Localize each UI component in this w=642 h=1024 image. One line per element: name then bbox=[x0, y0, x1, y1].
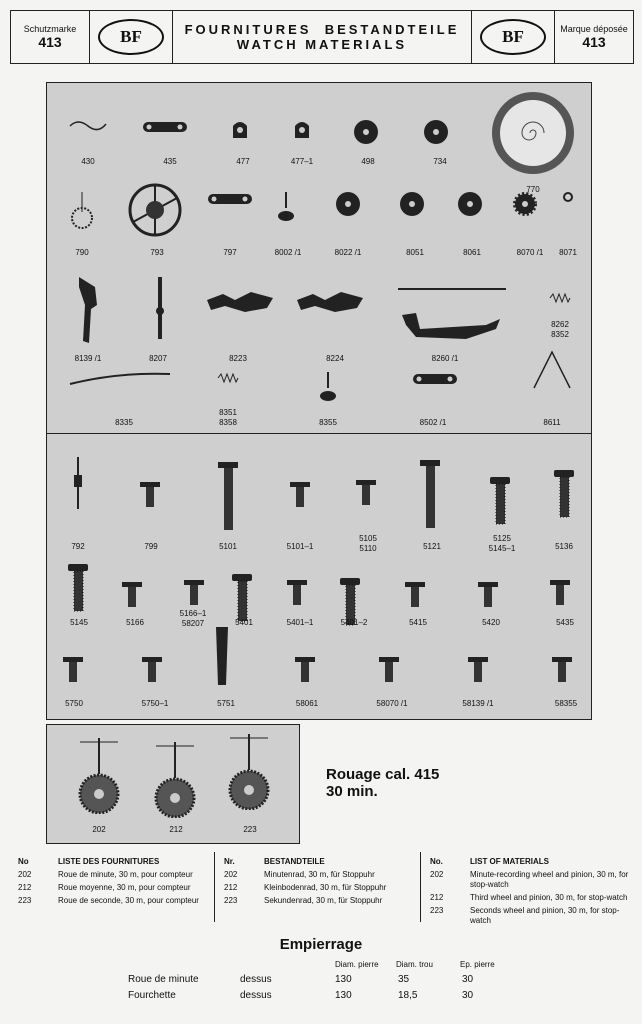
catalog-number-left: 413 bbox=[38, 34, 62, 50]
disk-part-icon bbox=[422, 118, 450, 151]
part-number-label: 5420 bbox=[482, 618, 500, 627]
table-english bbox=[430, 854, 630, 926]
disk-part-icon bbox=[398, 190, 426, 223]
row-text: Kleinbodenrad, 30 m, für Stoppuhr bbox=[264, 883, 387, 892]
plate-part-icon bbox=[295, 290, 365, 319]
part-number-label: 223 bbox=[243, 825, 257, 834]
row-number: 223 bbox=[430, 906, 444, 915]
row-number: 202 bbox=[430, 870, 444, 879]
tweezers-part-icon bbox=[530, 350, 574, 395]
short-part-icon bbox=[292, 655, 318, 690]
part-number-label: 8070 /1 bbox=[516, 248, 544, 257]
bridge-part-icon bbox=[229, 118, 251, 145]
part-number-label: 5751 bbox=[217, 699, 235, 708]
row-text: Seconds wheel and pinion, 30 m, for stop-watch bbox=[470, 906, 620, 925]
part-number-label: 435 bbox=[163, 157, 177, 166]
pin-part-icon bbox=[316, 370, 340, 409]
bigwheel-part-icon bbox=[127, 182, 183, 243]
rouage-caption bbox=[326, 766, 439, 800]
table-row bbox=[18, 870, 208, 880]
table-header bbox=[430, 857, 630, 867]
disk-part-icon bbox=[352, 118, 380, 151]
part-number-label: 797 bbox=[223, 248, 237, 257]
spring2-part-icon bbox=[217, 370, 239, 388]
part-number-label: 799 bbox=[144, 542, 158, 551]
screw-part-icon bbox=[551, 468, 577, 525]
trademark-label-right: Marque déposée bbox=[560, 24, 628, 34]
part-number-label: 5136 bbox=[555, 542, 573, 551]
part-number-label: 212 bbox=[169, 825, 183, 834]
part-number-label: 8262 8352 bbox=[551, 320, 569, 339]
part-number-label: 8022 /1 bbox=[334, 248, 362, 257]
short-part-icon bbox=[139, 655, 165, 690]
part-number-label: 58139 /1 bbox=[462, 699, 494, 708]
part-number-label: 5105 5110 bbox=[359, 534, 377, 553]
part-number-label: 5401 bbox=[235, 618, 253, 627]
part-number-label: 5166 bbox=[126, 618, 144, 627]
gearwheel-part-icon bbox=[152, 740, 198, 823]
part-number-label: 8207 bbox=[149, 354, 167, 363]
row-text: Third wheel and pinion, 30 m, for stop-watch bbox=[470, 893, 628, 902]
short-part-icon bbox=[549, 655, 575, 690]
ring-part-icon bbox=[562, 190, 574, 208]
part-number-label: 734 bbox=[433, 157, 447, 166]
part-number-label: 5101 bbox=[219, 542, 237, 551]
disk-part-icon bbox=[334, 190, 362, 223]
lever-part-icon bbox=[410, 370, 460, 393]
empierrage-cell-v1: 130 bbox=[335, 974, 352, 985]
bf-logo-right: BF bbox=[480, 19, 546, 55]
col-title: LIST OF MATERIALS bbox=[470, 857, 549, 866]
empierrage-cell-pos: dessus bbox=[240, 974, 272, 985]
table-row bbox=[224, 896, 414, 906]
row-text: Minutenrad, 30 m, für Stoppuhr bbox=[264, 870, 375, 879]
col-title: BESTANDTEILE bbox=[264, 857, 325, 866]
part-number-label: 5401–1 bbox=[286, 618, 314, 627]
part-number-label: 770 bbox=[526, 185, 540, 194]
short-part-icon bbox=[465, 655, 491, 690]
gear-part-icon bbox=[511, 190, 539, 223]
long-part-icon bbox=[417, 458, 443, 537]
part-number-label: 8139 /1 bbox=[74, 354, 102, 363]
lever-part-icon bbox=[140, 118, 190, 141]
catalog-header bbox=[10, 10, 634, 64]
header-title bbox=[173, 11, 472, 63]
empierrage-cell-v3: 30 bbox=[462, 974, 474, 985]
table-german bbox=[224, 854, 414, 906]
part-number-label: 8224 bbox=[326, 354, 344, 363]
table-row bbox=[224, 883, 414, 893]
short-part-icon bbox=[353, 478, 379, 513]
row-number: 212 bbox=[18, 883, 32, 892]
part-number-label: 430 bbox=[81, 157, 95, 166]
short-part-icon bbox=[402, 580, 428, 615]
tube-part-icon bbox=[212, 625, 232, 692]
bridge-part-icon bbox=[291, 118, 313, 145]
logo-cell-left bbox=[90, 11, 173, 63]
wire-part-icon bbox=[68, 370, 172, 393]
table-row bbox=[430, 906, 630, 926]
table-header bbox=[224, 857, 414, 867]
part-number-label: 498 bbox=[361, 157, 375, 166]
short-part-icon bbox=[376, 655, 402, 690]
part-number-label: 8002 /1 bbox=[274, 248, 302, 257]
col-no: No bbox=[18, 857, 29, 866]
empierrage-column-header: Diam. pierre bbox=[335, 960, 379, 969]
part-number-label: 8051 bbox=[406, 248, 424, 257]
disk-part-icon bbox=[456, 190, 484, 223]
part-number-label: 5750–1 bbox=[141, 699, 169, 708]
part-number-label: 477–1 bbox=[290, 157, 314, 166]
divider bbox=[214, 852, 215, 922]
trademark-right bbox=[555, 11, 633, 63]
gearwheel-part-icon bbox=[226, 732, 272, 815]
pin-part-icon bbox=[274, 190, 298, 229]
arm-part-icon bbox=[73, 275, 103, 350]
rouage-line1: Rouage cal. 415 bbox=[326, 766, 440, 783]
divider bbox=[420, 852, 421, 922]
part-number-label: 790 bbox=[75, 248, 89, 257]
part-number-label: 8611 bbox=[543, 418, 561, 427]
trademark-left bbox=[11, 11, 90, 63]
row-text: Roue de seconde, 30 m, pour compteur bbox=[58, 896, 199, 905]
part-number-label: 58061 bbox=[295, 699, 319, 708]
part-number-label: 8335 bbox=[115, 418, 133, 427]
header-title-line1: FOURNITURES BESTANDTEILE bbox=[184, 22, 460, 37]
part-number-label: 202 bbox=[92, 825, 106, 834]
table-header bbox=[18, 857, 208, 867]
catalog-number-right: 413 bbox=[582, 34, 606, 50]
short-part-icon bbox=[284, 578, 310, 613]
part-number-label: 8260 /1 bbox=[431, 354, 459, 363]
rouage-line2: 30 min. bbox=[326, 783, 378, 800]
part-number-label: 477 bbox=[236, 157, 250, 166]
part-number-label: 793 bbox=[150, 248, 164, 257]
arbor-part-icon bbox=[71, 455, 85, 516]
trademark-label-left: Schutzmarke bbox=[23, 24, 77, 34]
row-text: Roue de minute, 30 m, pour compteur bbox=[58, 870, 193, 879]
gearwheel-part-icon bbox=[76, 736, 122, 819]
part-number-label: 5125 5145–1 bbox=[488, 534, 516, 553]
part-number-label: 8071 bbox=[559, 248, 577, 257]
part-number-label: 8351 8358 bbox=[219, 408, 237, 427]
short-part-icon bbox=[119, 580, 145, 615]
empierrage-cell-v2: 35 bbox=[398, 974, 410, 985]
part-number-label: 5415 bbox=[409, 618, 427, 627]
empierrage-column-header: Diam. trou bbox=[396, 960, 433, 969]
empierrage-cell-v3: 30 bbox=[462, 990, 474, 1001]
table-row bbox=[430, 893, 630, 903]
table-french bbox=[18, 854, 208, 906]
wheel-part-icon bbox=[67, 190, 97, 235]
screw-part-icon bbox=[65, 562, 91, 619]
empierrage-cell-v1: 130 bbox=[335, 990, 352, 1001]
part-number-label: 5166–1 58207 bbox=[179, 609, 207, 628]
row-number: 223 bbox=[18, 896, 32, 905]
col-title: LISTE DES FOURNITURES bbox=[58, 857, 160, 866]
part-number-label: 8223 bbox=[229, 354, 247, 363]
short-part-icon bbox=[287, 480, 313, 515]
empierrage-cell-name: Roue de minute bbox=[128, 974, 199, 985]
part-number-label: 5101–1 bbox=[286, 542, 314, 551]
row-text: Minute-recording wheel and pinion, 30 m, for stop-watch bbox=[470, 870, 629, 889]
part-number-label: 792 bbox=[71, 542, 85, 551]
table-row bbox=[18, 883, 208, 893]
part-number-label: 5401–2 bbox=[340, 618, 368, 627]
part-number-label: 5145 bbox=[70, 618, 88, 627]
rod-part-icon bbox=[153, 275, 167, 346]
short-part-icon bbox=[60, 655, 86, 690]
table-row bbox=[18, 896, 208, 906]
plate-part-icon bbox=[205, 290, 275, 319]
row-number: 223 bbox=[224, 896, 238, 905]
empierrage-column-header: Ep. pierre bbox=[460, 960, 495, 969]
bf-logo-left: BF bbox=[98, 19, 164, 55]
empierrage-cell-pos: dessus bbox=[240, 990, 272, 1001]
col-no: No. bbox=[430, 857, 443, 866]
col-no: Nr. bbox=[224, 857, 235, 866]
spring-part-icon bbox=[490, 90, 576, 181]
hair-part-icon bbox=[68, 118, 108, 137]
lever-part-icon bbox=[205, 190, 255, 213]
screw-part-icon bbox=[487, 475, 513, 532]
short-part-icon bbox=[181, 578, 207, 613]
table-row bbox=[430, 870, 630, 890]
part-number-label: 8502 /1 bbox=[419, 418, 447, 427]
row-number: 212 bbox=[430, 893, 444, 902]
part-number-label: 5121 bbox=[423, 542, 441, 551]
table-row bbox=[224, 870, 414, 880]
short-part-icon bbox=[475, 580, 501, 615]
row-text: Sekundenrad, 30 m, für Stoppuhr bbox=[264, 896, 383, 905]
spring2-part-icon bbox=[549, 290, 571, 308]
row-number: 202 bbox=[18, 870, 32, 879]
part-number-label: 5750 bbox=[65, 699, 83, 708]
header-title-line2: WATCH MATERIALS bbox=[236, 37, 408, 52]
empierrage-cell-name: Fourchette bbox=[128, 990, 176, 1001]
long-part-icon bbox=[215, 460, 241, 539]
part-number-label: 58070 /1 bbox=[376, 699, 408, 708]
part-number-label: 8061 bbox=[463, 248, 481, 257]
part-number-label: 5435 bbox=[556, 618, 574, 627]
logo-cell-right bbox=[472, 11, 555, 63]
empierrage-title: Empierrage bbox=[279, 936, 363, 953]
short-part-icon bbox=[547, 578, 573, 613]
row-text: Roue moyenne, 30 m, pour compteur bbox=[58, 883, 191, 892]
row-number: 202 bbox=[224, 870, 238, 879]
part-number-label: 8355 bbox=[319, 418, 337, 427]
part-number-label: 58355 bbox=[554, 699, 578, 708]
bar-part-icon bbox=[396, 285, 508, 348]
empierrage-cell-v2: 18,5 bbox=[398, 990, 418, 1001]
row-number: 212 bbox=[224, 883, 238, 892]
short-part-icon bbox=[137, 480, 163, 515]
